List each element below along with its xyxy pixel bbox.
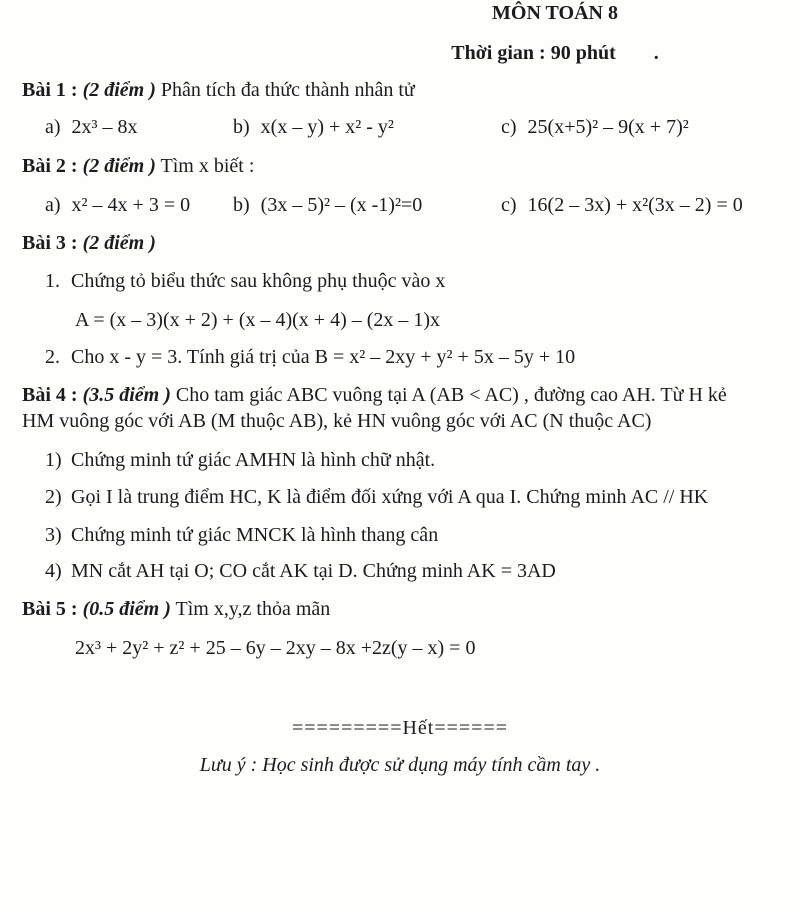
problem-2-intro: Tìm x biết : bbox=[160, 155, 255, 177]
problem-1-item-c bbox=[501, 114, 800, 140]
problem-4-heading bbox=[22, 382, 782, 434]
problem-1 bbox=[0, 77, 800, 140]
problem-3-label: Bài 3 : bbox=[22, 232, 78, 254]
item-text: Chứng tỏ biểu thức sau không phụ thuộc vào x bbox=[71, 270, 446, 292]
problem-2-heading bbox=[22, 153, 782, 179]
problem-5-formula: 2x³ + 2y² + z² + 25 – 6y – 2xy – 8x +2z(y – x) = 0 bbox=[75, 637, 476, 659]
item-label: 1. bbox=[45, 270, 60, 292]
item-text: x(x – y) + x² - y² bbox=[260, 116, 394, 138]
exam-duration bbox=[305, 40, 800, 66]
end-marker: =========Hết====== bbox=[291, 717, 509, 739]
item-label: c) bbox=[501, 116, 517, 138]
item-label: 3) bbox=[45, 524, 62, 546]
problem-4-item-3 bbox=[45, 522, 782, 548]
calculator-note: Lưu ý : Học sinh được sử dụng máy tính cầm tay . bbox=[199, 754, 601, 776]
problem-3 bbox=[0, 230, 800, 370]
problem-4 bbox=[0, 382, 800, 584]
problem-1-item-b bbox=[233, 114, 501, 140]
problem-3-formula: A = (x – 3)(x + 2) + (x – 4)(x + 4) – (2x – 1)x bbox=[75, 309, 441, 331]
problem-5 bbox=[0, 596, 800, 661]
problem-1-label: Bài 1 : bbox=[22, 79, 78, 101]
problem-2-label: Bài 2 : bbox=[22, 155, 78, 177]
problem-4-item-2 bbox=[45, 484, 782, 510]
item-text: Chứng minh tứ giác MNCK là hình thang cân bbox=[71, 524, 439, 546]
problem-5-label: Bài 5 : bbox=[22, 598, 78, 620]
problem-2-points: (2 điểm ) bbox=[82, 155, 156, 177]
document-header bbox=[305, 0, 800, 66]
item-label: 2. bbox=[45, 346, 60, 368]
item-text: Gọi I là trung điểm HC, K là điểm đối xứng với A qua I. Chứng minh AC // HK bbox=[71, 486, 709, 508]
exam-duration-text: Thời gian : 90 phút bbox=[451, 42, 616, 64]
item-label: 2) bbox=[45, 486, 62, 508]
problem-3-item-1 bbox=[45, 268, 782, 294]
problem-1-intro: Phân tích đa thức thành nhân tử bbox=[160, 79, 415, 101]
item-label: 4) bbox=[45, 560, 62, 582]
problem-2-items bbox=[45, 192, 800, 218]
problem-4-item-4 bbox=[45, 558, 782, 584]
problem-3-points: (2 điểm ) bbox=[82, 232, 156, 254]
item-text: Chứng minh tứ giác AMHN là hình chữ nhật. bbox=[71, 449, 436, 471]
item-label: b) bbox=[233, 116, 250, 138]
item-label: b) bbox=[233, 194, 250, 216]
problem-1-points: (2 điểm ) bbox=[82, 79, 156, 101]
problem-1-heading bbox=[22, 77, 782, 103]
problem-5-heading bbox=[22, 596, 782, 622]
exam-title: MÔN TOÁN 8 bbox=[492, 2, 618, 24]
problem-2-item-c bbox=[501, 192, 800, 218]
item-text: (3x – 5)² – (x -1)²=0 bbox=[260, 194, 423, 216]
item-text: Cho x - y = 3. Tính giá trị của B = x² – 2xy + y² + 5x – 5y + 10 bbox=[71, 346, 576, 368]
item-text: 25(x+5)² – 9(x + 7)² bbox=[527, 116, 689, 138]
problem-5-points: (0.5 điểm ) bbox=[82, 598, 171, 620]
problem-3-heading bbox=[22, 230, 782, 256]
item-label: a) bbox=[45, 116, 61, 138]
problem-4-points: (3.5 điểm ) bbox=[82, 384, 171, 406]
problem-2-item-b bbox=[233, 192, 501, 218]
problem-4-label: Bài 4 : bbox=[22, 384, 78, 406]
item-label: 1) bbox=[45, 449, 62, 471]
item-text: 16(2 – 3x) + x²(3x – 2) = 0 bbox=[527, 194, 743, 216]
problem-2 bbox=[0, 153, 800, 218]
problem-4-intro-line-1: Cho tam giác ABC vuông tại A (AB < AC) , đường cao AH. Từ H kẻ bbox=[175, 384, 727, 406]
document-footer bbox=[0, 715, 800, 778]
problem-4-item-1 bbox=[45, 447, 782, 473]
item-text: 2x³ – 8x bbox=[71, 116, 138, 138]
stray-period: . bbox=[653, 42, 659, 64]
problem-2-item-a bbox=[45, 192, 233, 218]
problem-1-items bbox=[45, 114, 800, 140]
problem-4-intro-line-2: HM vuông góc với AB (M thuộc AB), kẻ HN vuông góc với AC (N thuộc AC) bbox=[22, 410, 652, 432]
item-label: c) bbox=[501, 194, 517, 216]
problem-1-item-a bbox=[45, 114, 233, 140]
item-label: a) bbox=[45, 194, 61, 216]
item-text: x² – 4x + 3 = 0 bbox=[71, 194, 191, 216]
item-text: MN cắt AH tại O; CO cắt AK tại D. Chứng minh AK = 3AD bbox=[71, 560, 556, 582]
problem-5-intro: Tìm x,y,z thỏa mãn bbox=[175, 598, 331, 620]
problem-3-item-2 bbox=[45, 344, 782, 370]
